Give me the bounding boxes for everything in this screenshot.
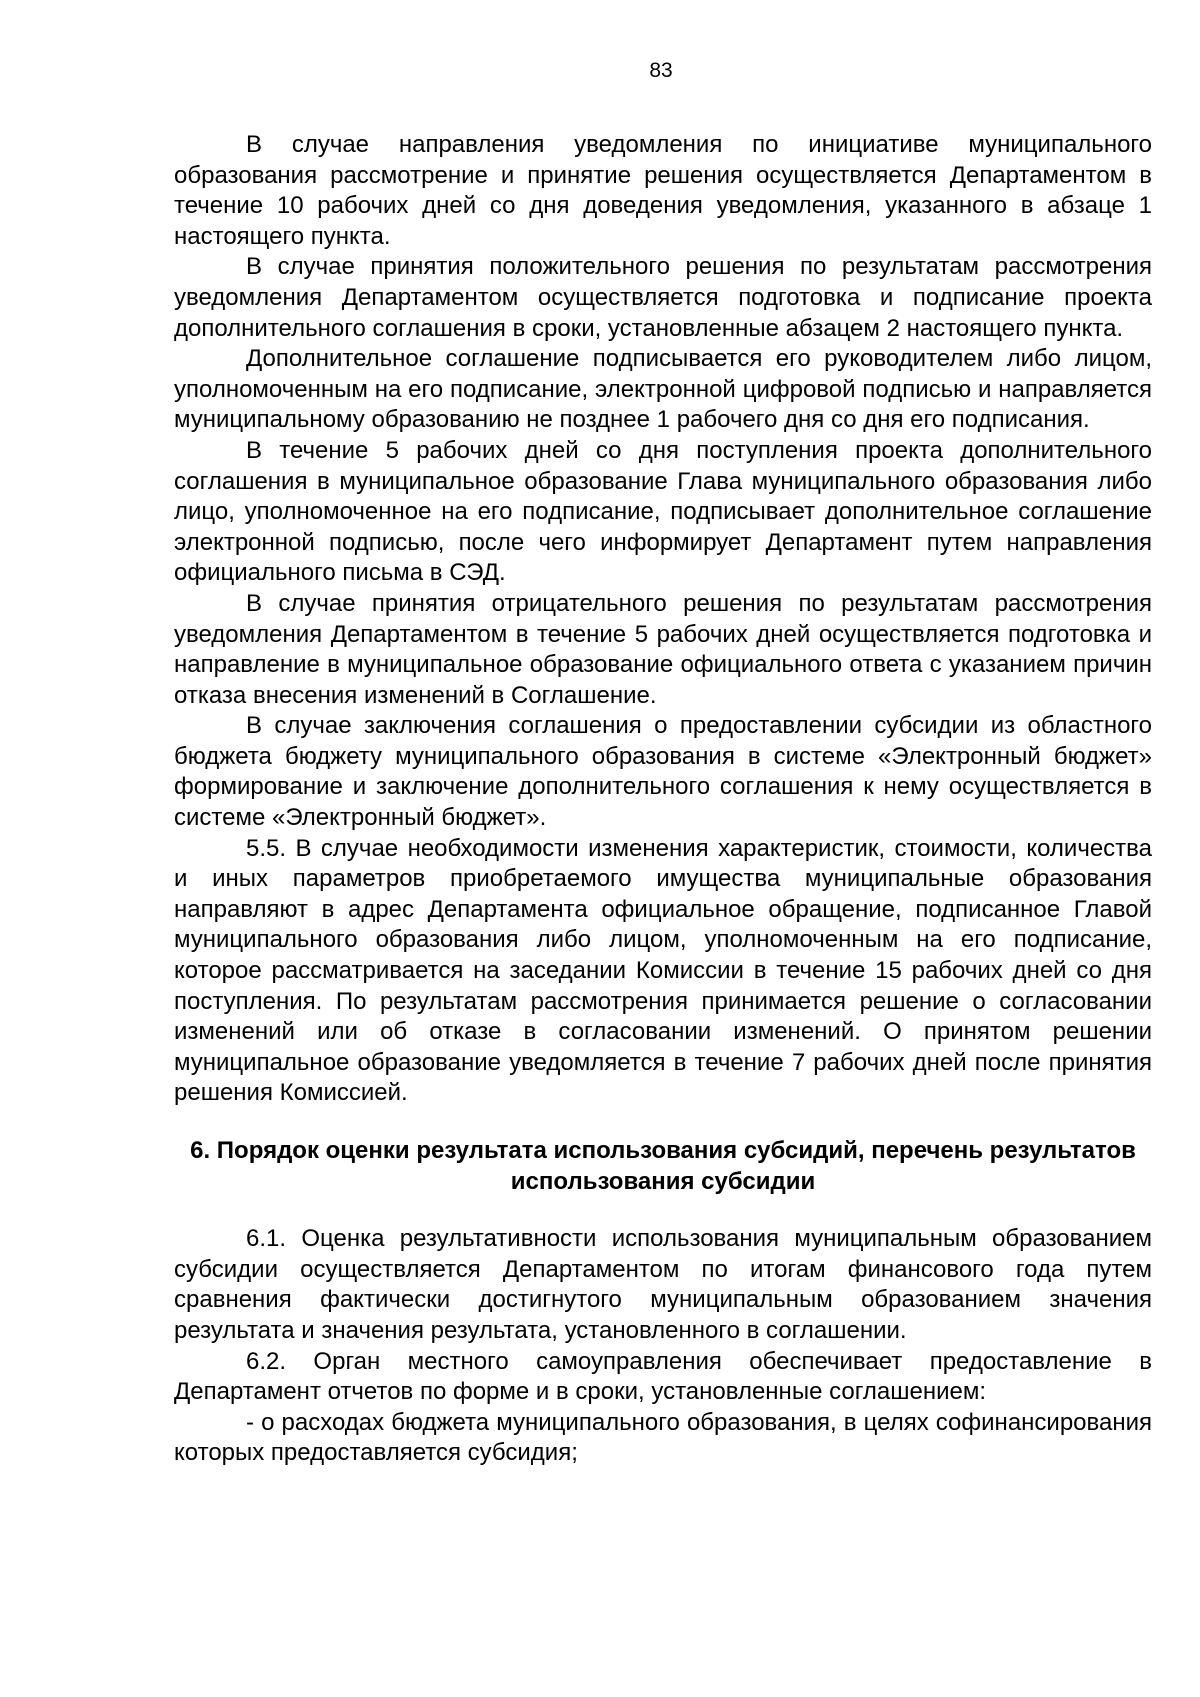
paragraph-agreement-signing: Дополнительное соглашение подписывается его руководителем либо лицом, уполномоченным на его подписание, электронной цифровой подписью и направляется муниципальному образованию не позднее 1 рабочего дня со дня его подписания. (174, 345, 1152, 434)
section-heading: 6. Порядок оценки результата использования субсидий, перечень результатов использования субсидии (190, 1137, 1136, 1195)
paragraph-6-2: 6.2. Орган местного самоуправления обеспечивает предоставление в Департамент отчетов по форме и в сроки, установленные соглашением: (174, 1347, 1152, 1406)
paragraph-five-working-days: В течение 5 рабочих дней со дня поступления проекта дополнительного соглашения в муниципальное образование Глава муниципального образования либо лицо, уполномоченное на его подписание, подписывает дополнительное соглашение электронной подписью, после чего информирует Департамент путем направления официального письма в СЭД. (174, 436, 1152, 587)
list-item-expenses: - о расходах бюджета муниципального образования, в целях софинансирования которых предоставляется субсидия; (174, 1408, 1152, 1467)
paragraph-electronic-budget: В случае заключения соглашения о предоставлении субсидии из областного бюджета бюджету муниципального образования в системе «Электронный бюджет» формирование и заключение дополнительного соглашения к нему осуществляется в системе «Электронный бюджет». (174, 712, 1152, 832)
paragraph-6-1: 6.1. Оценка результативности использования муниципальным образованием субсидии осуществляется Департаментом по итогам финансового года путем сравнения фактически достигнутого муниципальным образованием значения результата и значения результата, установленного в соглашении. (174, 1225, 1152, 1344)
paragraph-5-5: 5.5. В случае необходимости изменения характеристик, стоимости, количества и иных параметров приобретаемого имущества муниципальные образования направляют в адрес Департамента официальное обращение, подписанное Главой муниципального образования либо лицом, уполномоченным на его подписание, которое рассматривается на заседании Комиссии в течение 15 рабочих дней со дня поступления. По результатам рассмотрения принимается решение о согласовании изменений или об отказе в согласовании изменений. О принятом решении муниципальное образование уведомляется в течение 7 рабочих дней после принятия решения Комиссией. (174, 834, 1152, 1107)
document-body (174, 130, 1152, 1469)
paragraph-negative-decision: В случае принятия отрицательного решения по результатам рассмотрения уведомления Департаментом в течение 5 рабочих дней осуществляется подготовка и направление в муниципальное образование официального ответа с указанием причин отказа внесения изменений в Соглашение. (174, 589, 1152, 709)
page-number: 83 (649, 59, 673, 82)
paragraph-positive-decision: В случае принятия положительного решения по результатам рассмотрения уведомления Департаментом осуществляется подготовка и подписание проекта дополнительного соглашения в сроки, установленные абзацем 2 настоящего пункта. (174, 253, 1152, 342)
paragraph-notice-municipal-initiative: В случае направления уведомления по инициативе муниципального образования рассмотрение и принятие решения осуществляется Департаментом в течение 10 рабочих дней со дня доведения уведомления, указанного в абзаце 1 настоящего пункта. (174, 131, 1152, 250)
